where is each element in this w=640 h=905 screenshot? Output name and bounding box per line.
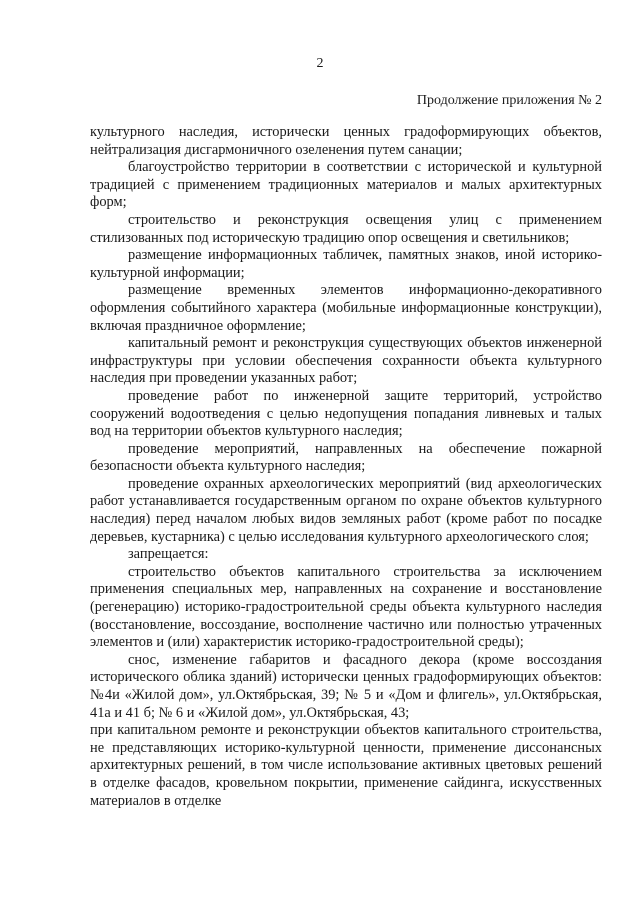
page-number: 2 (316, 56, 324, 71)
paragraph: капитальный ремонт и реконструкция существующих объектов инженерной инфраструктуры при условии обеспечения сохранности объекта культурного наследия при проведении указанных работ; (90, 335, 602, 387)
paragraph: культурного наследия, исторически ценных градоформирующих объектов, нейтрализация дисгармоничного озеленения путем санации; (90, 124, 602, 158)
paragraph: размещение информационных табличек, памятных знаков, иной историко-культурной информации; (90, 247, 602, 281)
paragraph: размещение временных элементов информационно-декоративного оформления событийного характера (мобильные информационные конструкции), включая праздничное оформление; (90, 282, 602, 334)
appendix-note: Продолжение приложения № 2 (416, 93, 602, 108)
document-body (90, 124, 602, 810)
paragraph: благоустройство территории в соответствии с исторической и культурной традицией с применением традиционных материалов и малых архитектурных форм; (90, 159, 602, 211)
paragraph: проведение мероприятий, направленных на обеспечение пожарной безопасности объекта культурного наследия; (90, 440, 602, 475)
paragraph: строительство и реконструкция освещения улиц с применением стилизованных под историческую традицию опор освещения и светильников; (90, 211, 602, 246)
paragraph: при капитальном ремонте и реконструкции объектов капитального строительства, не представляющих историко-культурной ценности, применение диссонансных архитектурных решений, в том числе использование активных цветовых решений в отделке фасадов, кровельном покрытии, применение сайдинга, искусственных материалов в отделке (90, 722, 602, 809)
paragraph: запрещается: (128, 546, 209, 563)
paragraph: проведение охранных археологических мероприятий (вид археологических работ устанавливается государственным органом по охране объектов культурного наследия) перед началом любых видов земляных работ (кроме работ по посадке деревьев, кустарника) с целью исследования культурного археологического слоя; (90, 475, 602, 545)
paragraph: проведение работ по инженерной защите территорий, устройство сооружений водоотведения с целью недопущения попадания ливневых и талых вод на территории объектов культурного наследия; (90, 387, 602, 440)
paragraph: снос, изменение габаритов и фасадного декора (кроме воссоздания исторического облика зданий) исторически ценных градоформирующих объектов: №4и «Жилой дом», ул.Октябрьская, 39; № 5 и «Дом и флигель», ул.Октябрьская, 41а и 41 б; № 6 и «Жилой дом», ул.Октябрьская, 43; (90, 651, 602, 721)
paragraph: строительство объектов капитального строительства за исключением применения специальных мер, направленных на сохранение и восстановление (регенерацию) историко-градостроительной среды объекта культурного наследия (восстановление, воссоздание, восполнение частично или полностью утраченных элементов и (или) характеристик историко-градостроительной среды); (90, 563, 602, 651)
